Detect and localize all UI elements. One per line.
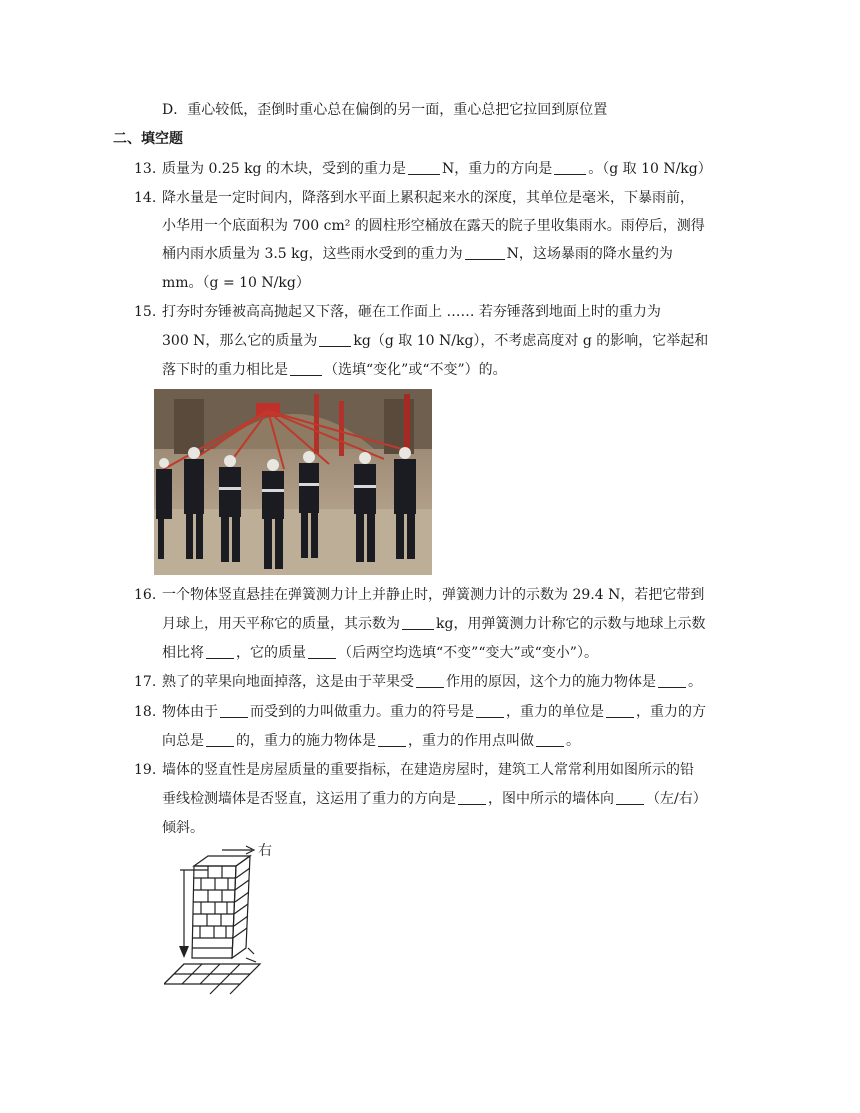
q14-line-1: 降水量是一定时间内，降落到水平面上累积起来水的深度，其单位是毫米，下暴雨前， [162, 190, 694, 206]
q17-text-2: 作用的原因，这个力的施力物体是 [446, 674, 656, 690]
q16-line-1: 一个物体竖直悬挂在弹簧测力计上并静止时，弹簧测力计的示数为 29.4 N，若把它带到 [162, 587, 705, 603]
q14-line-2: 小华用一个底面积为 700 cm² 的圆柱形空桶放在露天的院子里收集雨水。雨停后，测得 [162, 218, 705, 234]
q13-text-3: 。（g 取 10 N/kg） [588, 161, 712, 177]
q15-text-4: （选填“变化”或“不变”）的。 [324, 362, 507, 378]
answer-blank [402, 615, 434, 630]
q15-line-3 [162, 360, 507, 380]
q19-text-1: 垂线检测墙体是否竖直，这运用了重力的方向是 [162, 791, 456, 807]
question-number-16: 16. [134, 587, 157, 603]
answer-blank [378, 732, 406, 747]
answer-blank [536, 732, 564, 747]
answer-blank [206, 644, 234, 659]
q13-text-1: 质量为 0.25 kg 的木块，受到的重力是 [162, 161, 406, 177]
q13-text-2: N，重力的方向是 [441, 161, 553, 177]
q15-text-1: 300 N，那么它的质量为 [162, 333, 318, 349]
section-title: 二、填空题 [113, 131, 183, 147]
question-number-15: 15. [134, 304, 157, 320]
q18-line-2 [162, 731, 580, 751]
question-13 [162, 159, 712, 179]
q16-text-5: （后两空均选填“不变”“变大”或“变小”）。 [338, 645, 598, 661]
answer-blank [476, 703, 504, 718]
q16-text-2: kg，用弹簧测力计称它的示数与地球上示数 [436, 616, 706, 632]
answer-blank [290, 361, 322, 376]
q17-text-3: 。 [688, 674, 702, 690]
answer-blank [408, 160, 440, 175]
question-number-19: 19. [134, 762, 157, 778]
q16-line-2 [162, 614, 705, 634]
question-number-18: 18. [134, 704, 157, 720]
answer-blank [206, 732, 234, 747]
answer-blank [658, 673, 686, 688]
q19-line-2 [162, 789, 707, 809]
q19-line-1: 墙体的竖直性是房屋质量的重要指标，在建造房屋时，建筑工人常常利用如图所示的铅 [162, 762, 694, 778]
question-number-13: 13. [134, 161, 157, 177]
q16-text-3: 相比将 [162, 645, 204, 661]
q19-line-3: 倾斜。 [162, 820, 204, 836]
q15-text-2: kg（g 取 10 N/kg），不考虑高度对 g 的影响，它举起和 [353, 333, 709, 349]
q18-text-8: 。 [566, 733, 580, 749]
right-label: 右 [258, 843, 272, 859]
question-number-14: 14. [134, 190, 157, 206]
answer-blank [319, 332, 351, 347]
q18-text-3: ，重力的单位是 [506, 704, 604, 720]
question-number-17: 17. [134, 674, 157, 690]
q18-text-1: 物体由于 [162, 704, 218, 720]
answer-blank [308, 644, 336, 659]
answer-blank [458, 790, 486, 805]
q19-text-2: ，图中所示的墙体向 [488, 791, 614, 807]
answer-blank [606, 703, 634, 718]
q15-line-1: 打夯时夯锤被高高抛起又下落，砸在工作面上 …… 若夯锤落到地面上时的重力为 [162, 304, 661, 320]
ramming-photo [154, 389, 432, 575]
q17-text-1: 熟了的苹果向地面掉落，这是由于苹果受 [162, 674, 414, 690]
q18-line-1 [162, 702, 706, 722]
q18-text-5: 向总是 [162, 733, 204, 749]
q14-line-4: mm。（g = 10 N/kg） [162, 275, 310, 291]
answer-blank [554, 160, 586, 175]
q16-text-4: ，它的质量 [236, 645, 306, 661]
question-17 [162, 672, 702, 692]
q18-text-7: ，重力的作用点叫做 [408, 733, 534, 749]
option-d: D．重心较低，歪倒时重心总在偏倒的另一面，重心总把它拉回到原位置 [162, 102, 608, 118]
q18-text-2: 而受到的力叫做重力。重力的符号是 [250, 704, 474, 720]
answer-blank [416, 673, 444, 688]
plumb-line-wall-diagram [164, 838, 294, 998]
q15-text-3: 落下时的重力相比是 [162, 362, 288, 378]
q15-line-2 [162, 331, 708, 351]
q18-text-4: ，重力的方 [636, 704, 706, 720]
answer-blank [465, 245, 505, 260]
answer-blank [220, 703, 248, 718]
q14-text-2: N，这场暴雨的降水量约为 [506, 246, 673, 262]
q16-line-3 [162, 643, 598, 663]
q14-text-1: 桶内雨水质量为 3.5 kg，这些雨水受到的重力为 [162, 246, 463, 262]
q14-line-3 [162, 244, 673, 264]
q16-text-1: 月球上，用天平称它的质量，其示数为 [162, 616, 400, 632]
answer-blank [616, 790, 644, 805]
q19-text-3: （左/右） [646, 791, 707, 807]
q18-text-6: 的，重力的施力物体是 [236, 733, 376, 749]
